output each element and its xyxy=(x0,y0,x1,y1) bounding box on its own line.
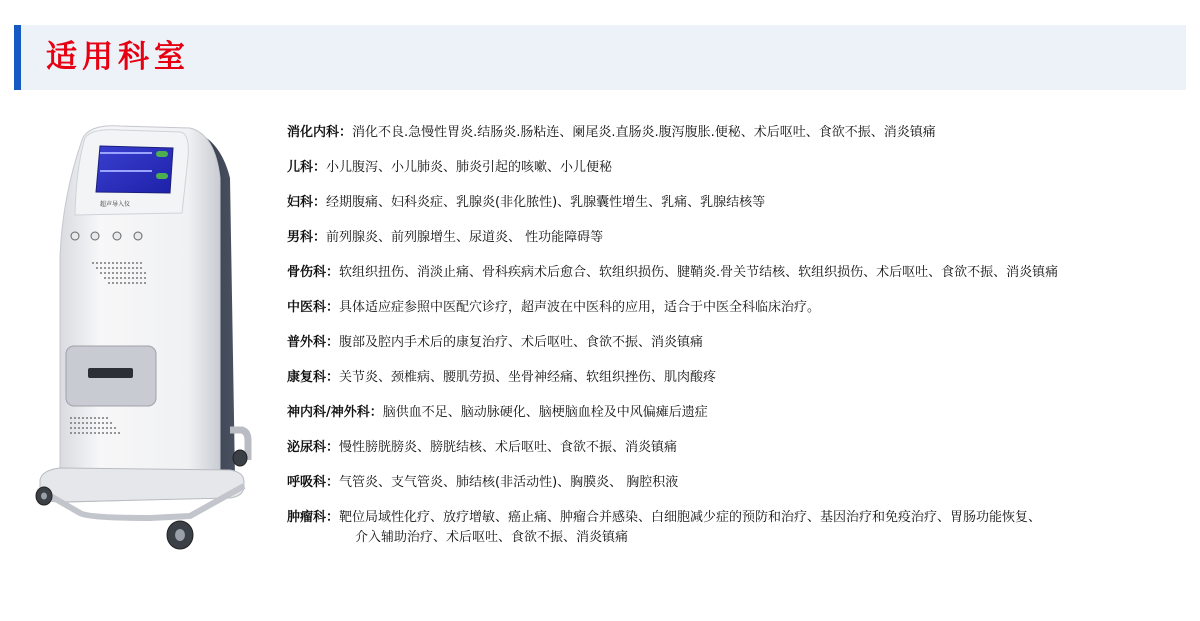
department-item xyxy=(287,263,1187,298)
department-list xyxy=(287,123,1187,548)
department-item xyxy=(287,508,1187,548)
department-desc: 腹部及腔内手术后的康复治疗、术后呕吐、食欲不振、消炎镇痛 xyxy=(339,335,704,350)
department-name: 男科： xyxy=(287,230,327,245)
department-item xyxy=(287,473,1187,508)
department-desc: 关节炎、颈椎病、腰肌劳损、坐骨神经痛、软组织挫伤、肌肉酸疼 xyxy=(339,370,717,385)
department-name: 呼吸科： xyxy=(287,475,340,490)
department-item xyxy=(287,158,1187,193)
department-desc: 靶位局域性化疗、放疗增敏、癌止痛、肿瘤合并感染、白细胞减少症的预防和治疗、基因治疗和免疫治疗、胃肠功能恢复、 xyxy=(339,510,1042,525)
department-desc: 消化不良.急慢性胃炎.结肠炎.肠粘连、阑尾炎.直肠炎.腹泻腹胀.便秘、术后呕吐、食欲不振、消炎镇痛 xyxy=(352,125,936,140)
department-desc: 具体适应症参照中医配穴诊疗，超声波在中医科的应用，适合于中医全科临床治疗。 xyxy=(339,300,821,315)
department-item xyxy=(287,333,1187,368)
department-name: 中医科： xyxy=(287,300,340,315)
department-item xyxy=(287,228,1187,263)
department-item xyxy=(287,123,1187,158)
department-item xyxy=(287,368,1187,403)
department-item xyxy=(287,298,1187,333)
department-desc: 经期腹痛、妇科炎症、乳腺炎(非化脓性)、乳腺囊性增生、乳痛、乳腺结核等 xyxy=(326,195,766,210)
department-desc: 软组织扭伤、消淡止痛、骨科疾病术后愈合、软组织损伤、腱鞘炎.骨关节结核、软组织损伤、术后呕吐、食欲不振、消炎镇痛 xyxy=(339,265,1059,280)
page-title: 适用科室 xyxy=(46,39,190,75)
department-desc-continued: 介入辅助治疗、术后呕吐、食欲不振、消炎镇痛 xyxy=(355,530,629,545)
department-desc: 前列腺炎、前列腺增生、尿道炎、 性功能障碍等 xyxy=(326,230,604,245)
department-desc: 慢性膀胱膀炎、膀胱结核、术后呕吐、食欲不振、消炎镇痛 xyxy=(339,440,678,455)
department-name: 妇科： xyxy=(287,195,327,210)
department-name: 普外科： xyxy=(287,335,340,350)
department-name: 肿瘤科： xyxy=(287,510,340,525)
device-screen-label: 超声导入仪 xyxy=(100,201,131,208)
department-name: 消化内科： xyxy=(287,125,353,140)
department-desc: 小儿腹泻、小儿肺炎、肺炎引起的咳嗽、小儿便秘 xyxy=(326,160,613,175)
department-desc: 气管炎、支气管炎、肺结核(非活动性)、胸膜炎、 胸腔积液 xyxy=(339,475,679,490)
department-desc: 脑供血不足、脑动脉硬化、脑梗脑血栓及中风偏瘫后遗症 xyxy=(382,405,708,420)
section-header xyxy=(14,25,1186,90)
department-item xyxy=(287,193,1187,228)
department-name: 康复科： xyxy=(287,370,340,385)
department-name: 神内科/神外科： xyxy=(287,405,383,420)
ultrasound-device-image xyxy=(30,118,260,563)
department-name: 骨伤科： xyxy=(287,265,340,280)
department-name: 泌尿科： xyxy=(287,440,340,455)
department-item xyxy=(287,438,1187,473)
department-item xyxy=(287,403,1187,438)
header-accent-bar xyxy=(14,25,21,90)
department-name: 儿科： xyxy=(287,160,327,175)
